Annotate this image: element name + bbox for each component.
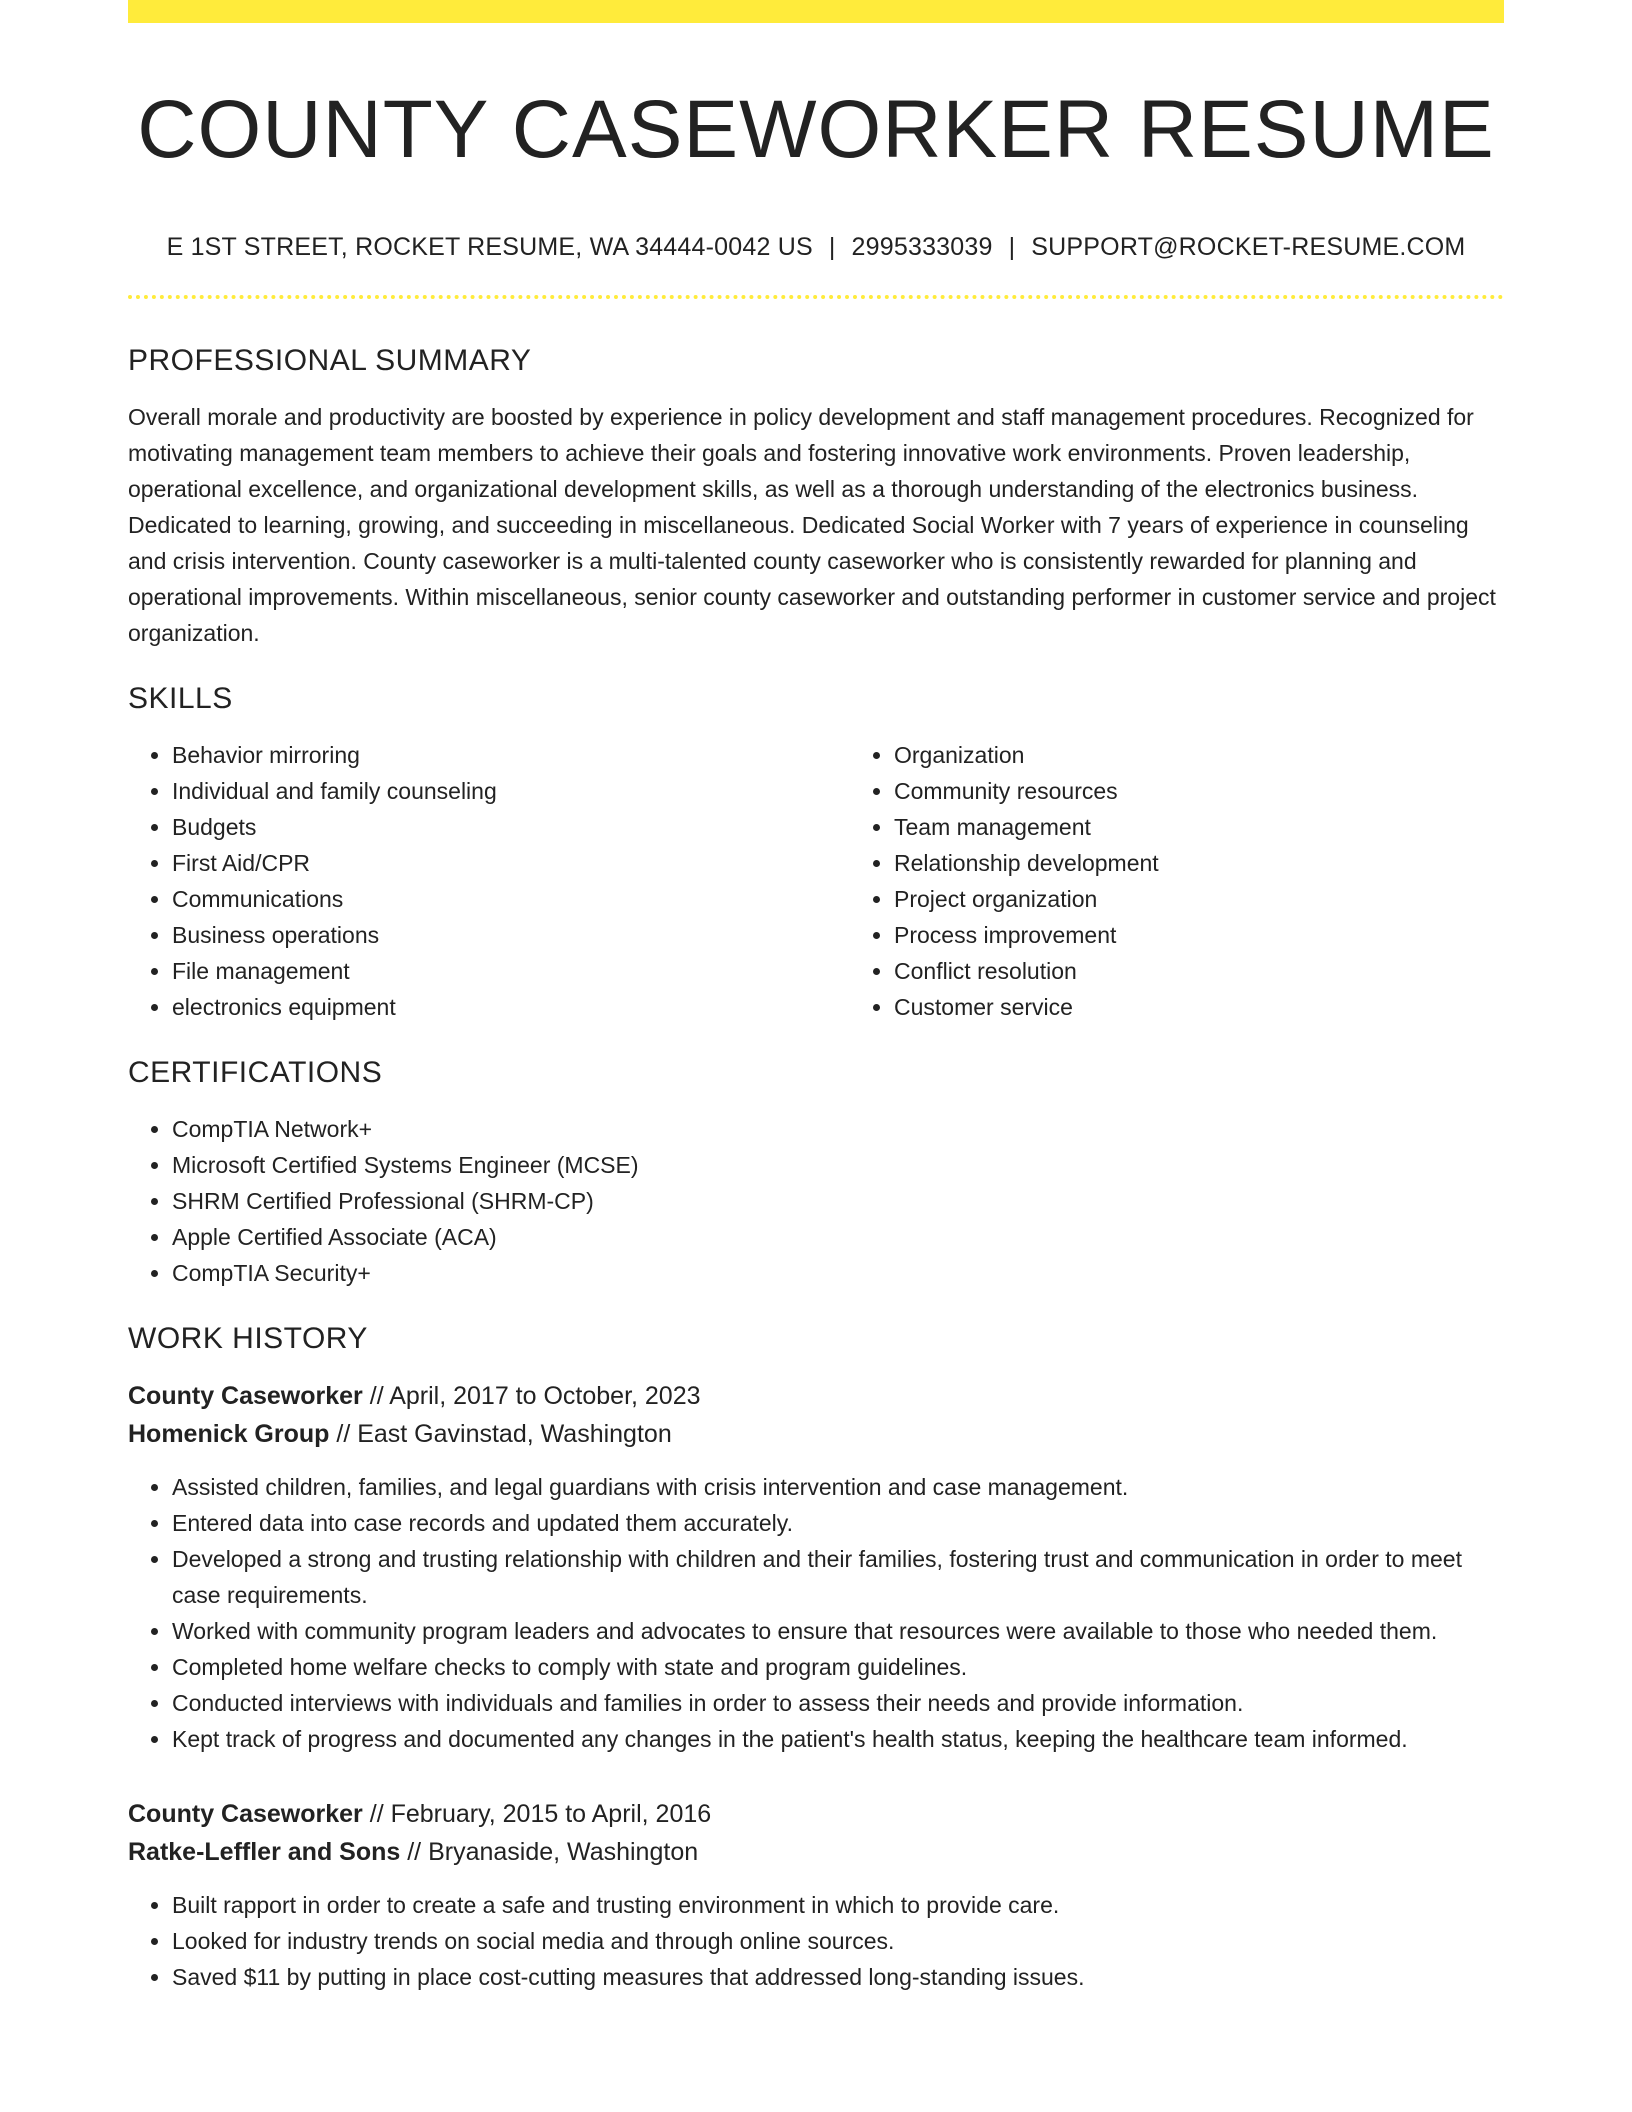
section-heading-certifications: CERTIFICATIONS [128,1056,383,1090]
skill-item: • Team management [894,809,1504,845]
skill-item: • Customer service [894,989,1504,1025]
certifications-list [128,1111,1504,1291]
skill-item: • Individual and family counseling [172,773,850,809]
contact-separator: | [1008,233,1016,262]
job-bullet: • Conducted interviews with individuals and families in order to assess their needs and provide information. [172,1685,1504,1721]
skills-list-left [128,737,850,1025]
skill-item: • Relationship development [894,845,1504,881]
skill-item: • File management [172,953,850,989]
resume-page [128,0,1504,1995]
job-bullet: • Kept track of progress and documented any changes in the patient's health status, keeping the healthcare team informed. [172,1721,1504,1757]
skill-item: • First Aid/CPR [172,845,850,881]
job-bullet: • Looked for industry trends on social media and through online sources. [172,1923,1504,1959]
job-bullets [128,1469,1504,1757]
skill-item: • Communications [172,881,850,917]
job-company-line [128,1415,1504,1453]
job-company-line [128,1833,1504,1871]
job-dates: // February, 2015 to April, 2016 [362,1800,712,1829]
job-title: County Caseworker [128,1800,363,1829]
skill-item: • Conflict resolution [894,953,1504,989]
skill-item: • Budgets [172,809,850,845]
certification-item: • Apple Certified Associate (ACA) [172,1219,1504,1255]
certification-item: • CompTIA Network+ [172,1111,1504,1147]
certifications-section [128,1055,1504,1291]
job-location: // East Gavinstad, Washington [329,1420,672,1449]
job-title-line [128,1795,1504,1833]
job-company: Ratke-Leffler and Sons [128,1838,401,1867]
contact-address: E 1ST STREET, ROCKET RESUME, WA 34444-0042 US [166,233,813,262]
skill-item: • Organization [894,737,1504,773]
certification-item: • Microsoft Certified Systems Engineer (MCSE) [172,1147,1504,1183]
skills-list-right [850,737,1504,1025]
job-location: // Bryanaside, Washington [400,1838,699,1867]
job-bullet: • Entered data into case records and updated them accurately. [172,1505,1504,1541]
skill-item: • electronics equipment [172,989,850,1025]
contact-separator: | [828,233,836,262]
job-entry [128,1377,1504,1757]
section-heading-skills: SKILLS [128,682,233,716]
summary-text: Overall morale and productivity are boosted by experience in policy development and staff management procedures. Recognized for motivating management team members to achieve their goals and fostering innovative work environments. Proven leadership, operational excellence, and organizational development skills, as well as a thorough understanding of the electronics business. Dedicated to learning, growing, and succeeding in miscellaneous. Dedicated Social Worker with 7 years of experience in counseling and crisis intervention. County caseworker is a multi-talented county caseworker who is consistently rewarded for planning and operational improvements. Within miscellaneous, senior county caseworker and outstanding performer in customer service and project organization. [128,404,1496,647]
resume-title: COUNTY CASEWORKER RESUME [137,84,1495,175]
certification-item: • SHRM Certified Professional (SHRM-CP) [172,1183,1504,1219]
job-bullets [128,1887,1504,1995]
skill-item: • Community resources [894,773,1504,809]
summary-section [128,343,1504,651]
section-heading-summary: PROFESSIONAL SUMMARY [128,344,532,378]
dotted-divider [128,295,1504,299]
skill-item: • Business operations [172,917,850,953]
skill-item: • Process improvement [894,917,1504,953]
contact-phone: 2995333039 [851,233,993,262]
section-heading-work-history: WORK HISTORY [128,1322,368,1356]
job-bullet: • Assisted children, families, and legal guardians with crisis intervention and case management. [172,1469,1504,1505]
job-title-line [128,1377,1504,1415]
contact-email: SUPPORT@ROCKET-RESUME.COM [1031,233,1466,262]
contact-line [128,233,1504,262]
skill-item: • Project organization [894,881,1504,917]
job-dates: // April, 2017 to October, 2023 [362,1382,701,1411]
job-bullet: • Saved $11 by putting in place cost-cutting measures that addressed long-standing issues. [172,1959,1504,1995]
job-title: County Caseworker [128,1382,363,1411]
jobs-list [128,1377,1504,1995]
job-bullet: • Built rapport in order to create a safe and trusting environment in which to provide care. [172,1887,1504,1923]
job-bullet: • Worked with community program leaders and advocates to ensure that resources were available to those who needed them. [172,1613,1504,1649]
certification-item: • CompTIA Security+ [172,1255,1504,1291]
job-company: Homenick Group [128,1420,330,1449]
skills-section [128,681,1504,1025]
skill-item: • Behavior mirroring [172,737,850,773]
job-bullet: • Developed a strong and trusting relationship with children and their families, fostering trust and communication in order to meet case requirements. [172,1541,1504,1613]
job-bullet: • Completed home welfare checks to comply with state and program guidelines. [172,1649,1504,1685]
job-entry [128,1795,1504,1995]
work-history-section [128,1321,1504,1995]
skills-grid [128,717,1504,1025]
accent-bar [128,0,1504,23]
